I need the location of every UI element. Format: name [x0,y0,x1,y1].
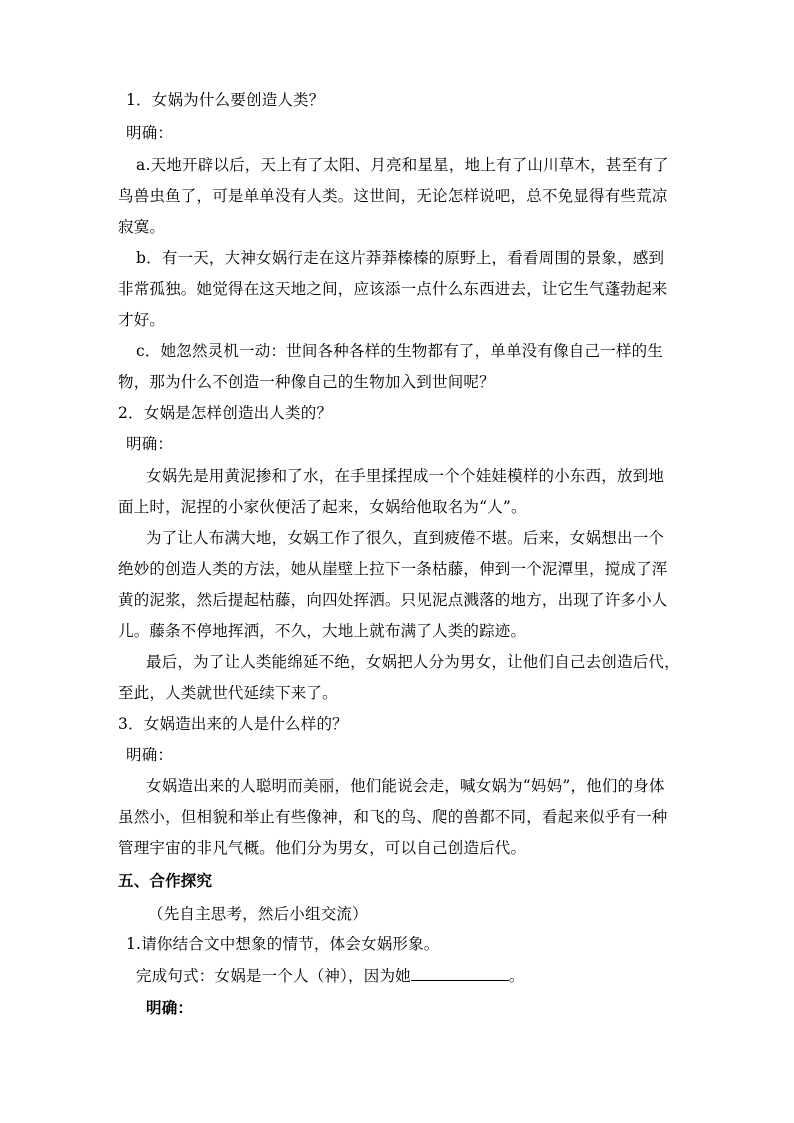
q2-p2-line4: 儿。藤条不停地挥洒，不久，大地上就布满了人类的踪迹。 [118,622,527,640]
q3-answer-label: 明确： [126,746,174,764]
q2-p2-line3: 黄的泥浆，然后提起枯藤，向四处挥洒。只见泥点溅落的地方，出现了许多小人 [118,591,668,609]
q3-title: 3．女娲造出来的人是什么样的？ [118,715,348,733]
q2-p1-line1: 女娲先是用黄泥掺和了水，在手里揉捏成一个个娃娃模样的小东西，放到地 [146,467,665,485]
section5-item1: 1.请你结合文中想象的情节，体会女娲形象。 [126,935,440,953]
q1-b-line2: 非常孤独。她觉得在这天地之间，应该添一点什么东西进去，让它生气蓬勃起来 [118,280,668,298]
q1-c-line2: 物，那为什么不创造一种像自己的生物加入到世间呢？ [118,373,495,391]
q2-p2-line2: 绝妙的创造人类的方法，她从崖壁上拉下一条枯藤，伸到一个泥潭里，搅成了浑 [118,560,668,578]
completion-sentence-suffix: 。 [508,967,525,985]
section5-answer-label: 明确： [146,999,194,1017]
q3-p-line2: 虽然小，但相貌和举止有些像神，和飞的鸟、爬的兽都不同，看起来似乎有一种 [118,808,668,826]
completion-sentence-prefix: 完成句式：女娲是一个人（神），因为她 [136,967,411,985]
q2-title: 2．女娲是怎样创造出人类的？ [118,404,333,422]
q1-answer-label: 明确： [126,124,174,142]
q2-p3-line2: 至此，人类就世代延续下来了。 [118,684,338,702]
q1-a-line3: 寂寞。 [118,218,166,236]
q1-b-line3: 才好。 [118,311,166,329]
section5-note: （先自主思考，然后小组交流） [148,905,368,923]
q2-p2-line1: 为了让人布满大地，女娲工作了很久，直到疲倦不堪。后来，女娲想出一个 [146,529,665,547]
q1-a-line1: a.天地开辟以后，天上有了太阳、月亮和星星，地上有了山川草木，甚至有了 [136,156,669,174]
q3-p-line1: 女娲造出来的人聪明而美丽，他们能说会走，喊女娲为“妈妈”，他们的身体 [146,777,665,795]
q2-p1-line2: 面上时，泥捏的小家伙便活了起来，女娲给他取名为“人”。 [118,498,527,516]
fill-blank[interactable] [411,966,509,981]
q1-c-line1: c．她忽然灵机一动：世间各种各样的生物都有了，单单没有像自己一样的生 [136,342,663,360]
completion-sentence [136,966,525,986]
q1-a-line2: 鸟兽虫鱼了，可是单单没有人类。这世间，无论怎样说吧，总不免显得有些荒凉 [118,187,668,205]
q2-p3-line1: 最后，为了让人类能绵延不绝，女娲把人分为男女，让他们自己去创造后代， [146,653,680,671]
q1-title: 1．女娲为什么要创造人类？ [126,91,325,109]
section5-heading: 五、合作探究 [118,872,213,890]
q2-answer-label: 明确： [126,435,174,453]
q1-b-line1: b．有一天，大神女娲行走在这片莽莽榛榛的原野上，看看周围的景象，感到 [136,249,665,267]
q3-p-line3: 管理宇宙的非凡气概。他们分为男女，可以自己创造后代。 [118,839,527,857]
